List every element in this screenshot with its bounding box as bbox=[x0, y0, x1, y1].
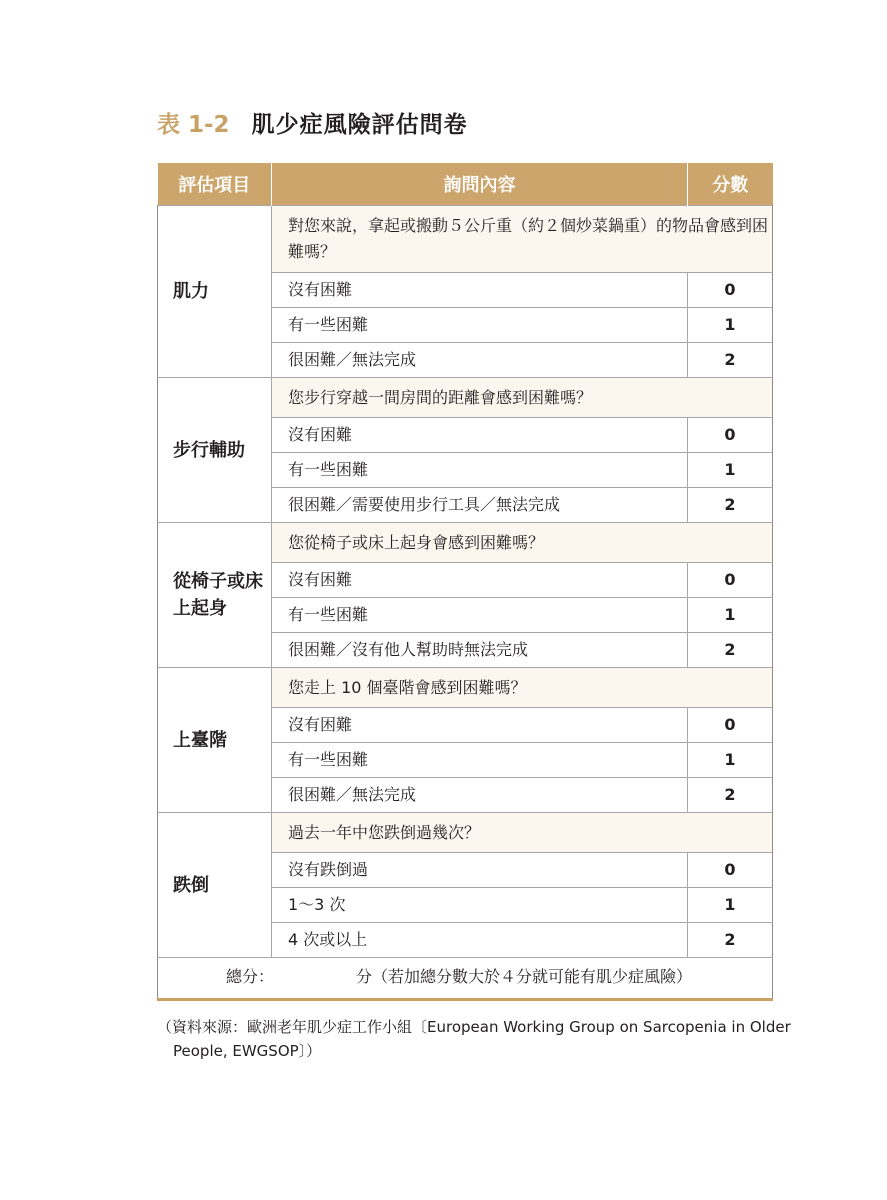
header-item: 評估項目 bbox=[158, 163, 272, 206]
question-row bbox=[158, 668, 773, 708]
option-text: 很困難／需要使用步行工具／無法完成 bbox=[272, 488, 688, 523]
option-text: 有一些困難 bbox=[272, 453, 688, 488]
option-score: 0 bbox=[688, 418, 773, 453]
option-score: 1 bbox=[688, 888, 773, 923]
option-text: 很困難／無法完成 bbox=[272, 778, 688, 813]
option-score: 0 bbox=[688, 273, 773, 308]
question-text: 過去一年中您跌倒過幾次？ bbox=[272, 813, 773, 853]
total-cell bbox=[158, 958, 773, 1000]
option-text: 很困難／沒有他人幫助時無法完成 bbox=[272, 633, 688, 668]
option-text: 沒有困難 bbox=[272, 708, 688, 743]
item-label: 肌力 bbox=[158, 206, 272, 378]
option-score: 2 bbox=[688, 343, 773, 378]
item-label: 步行輔助 bbox=[158, 378, 272, 523]
option-score: 1 bbox=[688, 598, 773, 633]
option-text: 沒有困難 bbox=[272, 563, 688, 598]
table-title-text: 肌少症風險評估問卷 bbox=[251, 112, 468, 138]
question-text: 您步行穿越一間房間的距離會感到困難嗎？ bbox=[272, 378, 773, 418]
option-score: 1 bbox=[688, 308, 773, 343]
option-text: 有一些困難 bbox=[272, 598, 688, 633]
option-score: 2 bbox=[688, 633, 773, 668]
option-text: 沒有跌倒過 bbox=[272, 853, 688, 888]
item-label: 跌倒 bbox=[158, 813, 272, 958]
option-score: 1 bbox=[688, 743, 773, 778]
question-text: 您從椅子或床上起身會感到困難嗎？ bbox=[272, 523, 773, 563]
option-text: 有一些困難 bbox=[272, 743, 688, 778]
item-label: 上臺階 bbox=[158, 668, 272, 813]
table-title bbox=[157, 106, 468, 139]
total-note: 分（若加總分數大於４分就可能有肌少症風險） bbox=[356, 967, 693, 986]
item-label: 從椅子或床上起身 bbox=[158, 523, 272, 668]
option-text: 4 次或以上 bbox=[272, 923, 688, 958]
header-score: 分數 bbox=[688, 163, 773, 206]
option-score: 0 bbox=[688, 563, 773, 598]
option-text: 有一些困難 bbox=[272, 308, 688, 343]
question-row bbox=[158, 206, 773, 273]
source-citation: （資料來源：歐洲老年肌少症工作小組〔European Working Group on Sarcopenia in Older People, EWGSOP〕） bbox=[157, 1018, 791, 1060]
table-number: 表 1-2 bbox=[157, 112, 230, 138]
question-text: 對您來說，拿起或搬動５公斤重（約２個炒菜鍋重）的物品會感到困難嗎？ bbox=[272, 206, 773, 273]
option-score: 2 bbox=[688, 778, 773, 813]
question-text: 您走上 10 個臺階會感到困難嗎？ bbox=[272, 668, 773, 708]
option-text: 很困難／無法完成 bbox=[272, 343, 688, 378]
option-score: 0 bbox=[688, 853, 773, 888]
option-score: 1 bbox=[688, 453, 773, 488]
option-text: 沒有困難 bbox=[272, 418, 688, 453]
question-row bbox=[158, 378, 773, 418]
option-text: 沒有困難 bbox=[272, 273, 688, 308]
header-question: 詢問內容 bbox=[272, 163, 688, 206]
total-row bbox=[158, 958, 773, 1000]
total-label: 總分： bbox=[226, 967, 275, 986]
option-score: 2 bbox=[688, 923, 773, 958]
question-row bbox=[158, 813, 773, 853]
question-row bbox=[158, 523, 773, 563]
option-text: 1～3 次 bbox=[272, 888, 688, 923]
assessment-table bbox=[157, 163, 773, 1001]
option-score: 0 bbox=[688, 708, 773, 743]
option-score: 2 bbox=[688, 488, 773, 523]
header-row bbox=[158, 163, 773, 206]
